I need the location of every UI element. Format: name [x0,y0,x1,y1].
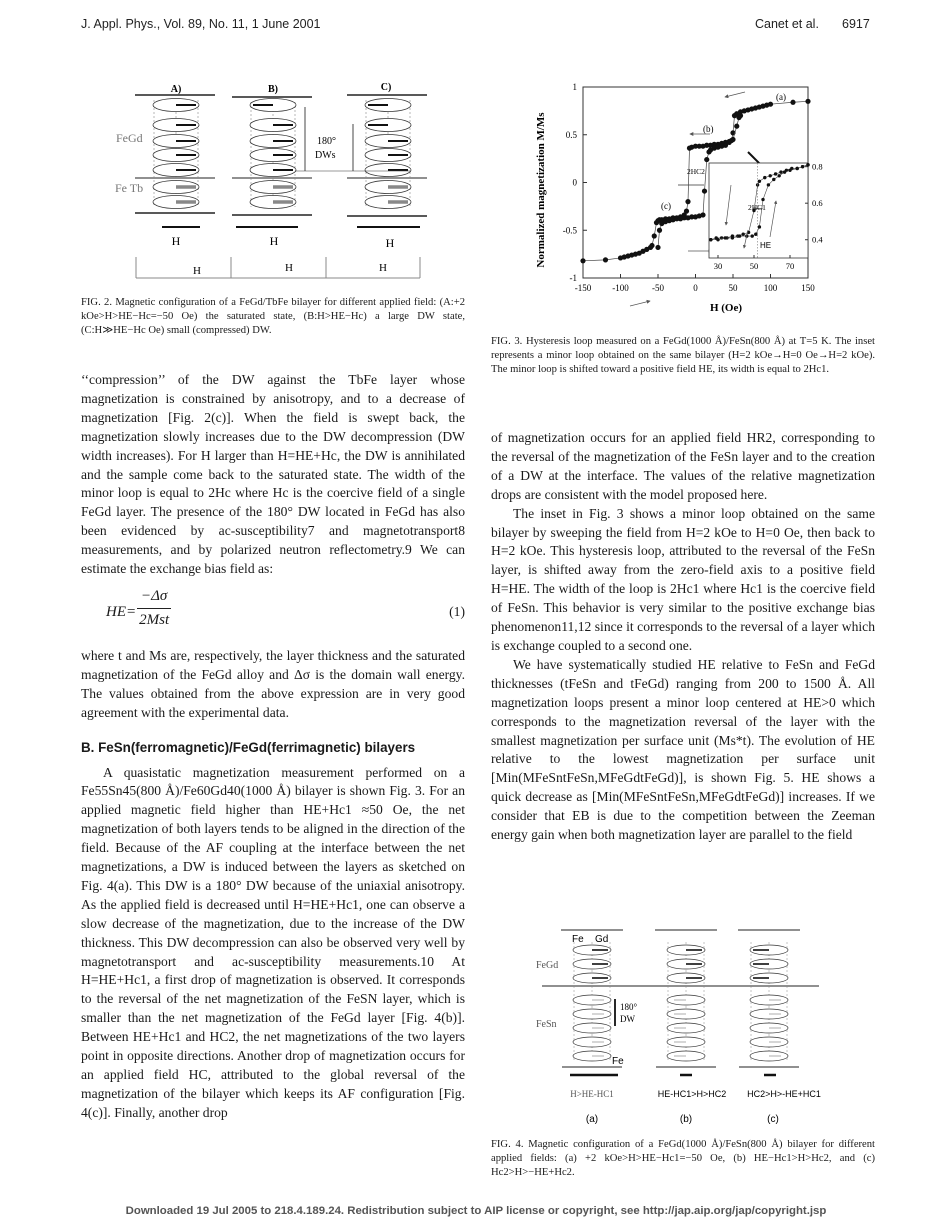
inset-data-point [724,236,727,239]
data-point [685,199,690,204]
data-point [687,146,692,151]
fig4-fe-label: Fe [612,1056,624,1067]
fig4-panel-label-b: (b) [679,1114,693,1125]
inset-y-tick-label: 0.6 [812,198,823,209]
fig2-panel-label-b: B) [268,84,278,95]
fig2-dw-label-1: 180° [317,136,336,147]
y-tick-label: -1 [569,273,577,283]
fig3-inset-annotation-he: HE [760,241,772,250]
fig4-layer-label-fesn: FeSn [536,1019,557,1030]
section-heading: B. FeSn(ferromagnetic)/FeGd(ferrimagnetic) bilayers [81,739,416,755]
guide-arrow [725,92,745,97]
guide-arrow [630,301,650,306]
equation-fraction [137,587,171,630]
equation-denominator: 2Mst [139,611,170,628]
equation-lhs: HE= [106,603,137,620]
inset-data-point [774,172,777,175]
data-point [618,255,623,260]
data-point [603,257,608,262]
x-tick-label: 150 [801,283,815,293]
x-tick-label: -150 [574,283,592,293]
data-point [652,233,657,238]
data-point [732,113,737,118]
fig4-field-label-a: H>HE-HC1 [570,1089,614,1099]
fig2-field-label-a: H [171,234,181,248]
inset-data-point [709,238,712,241]
data-point [700,212,705,217]
y-tick-label: 0 [572,177,577,188]
fig2-caption: FIG. 2. Magnetic configuration of a FeGd/TbFe bilayer for different applied field: (A:+2 kOe>H>HE−Hc=−50 Oe) the saturated state, (B:H>HE−Hc) a large DW state, (C:H≫HE−Hc Oe) small (compressed) DW. [81,297,465,336]
x-tick-label: 50 [728,283,738,293]
fig2-field-label-c: H [385,236,395,250]
inset-data-point [763,176,766,179]
fig4-field-label-c: HC2>H>-HE+HC1 [747,1089,821,1099]
author-header [755,17,819,31]
fig3-ylabel: Normalized magnetization M/Ms [535,112,547,268]
inset-y-tick-label: 0.8 [812,161,823,172]
fig4-top-label-gd: Gd [595,934,609,945]
inset-data-point [778,174,781,177]
inset-data-point [738,234,741,237]
inset-data-point [758,180,761,183]
fig2-panel-labels [171,82,392,95]
inset-data-point [754,233,757,236]
inset-data-point [796,167,799,170]
equation-number: (1) [449,603,465,619]
data-point [805,99,810,104]
left-paragraph-2: where t and Ms are, respectively, the layer thickness and the saturated magnetization of the FeGd alloy and Δσ is the domain wall energy. The values obtained from the above expression are in very good agreement with the experimental data. [81,647,465,720]
data-point [654,220,659,225]
inset-data-point [806,163,809,166]
download-footer: Downloaded 19 Jul 2005 to 218.4.189.24. Redistribution subject to AIP license or copyright, see http://jap.aip.org/jap/copyright.jsp [125,1205,827,1217]
fig2-diagram [80,75,450,285]
fig4-caption: FIG. 4. Magnetic configuration of a FeGd(1000 Å)/FeSn(800 Å) bilayer for different applied fields: (a) +2 kOe>H>HE−Hc1=−50 Oe, (b) HE−Hc1>H>Hc2, and (c) Hc2>H>−HE+Hc2. [491,1139,875,1178]
inset-data-point [788,169,791,172]
fig3-xlabel: H (Oe) [709,302,743,314]
journal-header: J. Appl. Phys., Vol. 89, No. 11, 1 June 2001 [81,17,321,31]
data-point [730,137,735,142]
left-paragraph-1: ‘‘compression’’ of the DW against the TbFe layer whose magnetization is constrained by anisotropy, and to a decrease of magnetization [Fig. 2(c)]. When the field is swept back, the magnetization slowly increases due to the DW decompression (DW width increases). For H larger than H=HE+Hc, the DW is annihilated and the sample come back to the saturated state. The width of the minor loop is equal to 2Hc where Hc is the coercive field of a single FeGd layer. The presence of the 180° DW located in FeGd has also been evidenced by ac-susceptibility7 and magnetotransport8 measurements, and by polarized neutron reflectometry.9 We can estimate the exchange bias field as: [81,372,465,577]
fig4-panel-label-a: (a) [585,1114,599,1125]
fig3-inset-annotation-2hc1: 2HC1 [748,203,766,212]
inset-data-point [783,170,786,173]
data-point [657,228,662,233]
inset-data-point [742,233,745,236]
fig4-panel-label-c: (c) [767,1114,779,1125]
x-tick-label: 100 [763,283,778,293]
fig4-diagram [520,920,850,1130]
y-tick-label: 1 [572,82,577,92]
inset-data-point [767,183,770,186]
inset-data-point [761,198,764,201]
inset-data-point [772,178,775,181]
data-point [704,157,709,162]
x-tick-label: -50 [652,283,664,293]
left-column [81,371,465,1123]
fig2-field-label-b: H [269,234,279,248]
inset-data-point [758,225,761,228]
inset-data-point [779,170,782,173]
fig4-layer-label-fegd: FeGd [536,960,559,971]
fig2-layer-label-fegd: FeGd [116,131,143,145]
fig3-annotation-a: (a) [776,92,786,102]
equation-1 [81,585,465,641]
inset-data-point [769,174,772,177]
fig3-annotation-2hc2: 2HC2 [687,167,705,176]
fig3-annotation-c: (c) [661,201,671,211]
equation-numerator: −Δσ [137,587,171,609]
y-tick-label: -0.5 [562,225,577,236]
data-point [655,245,660,250]
fig2-panel-label-c: C) [380,82,392,93]
fig2-bottom-label-a: H [193,265,201,277]
fig3-chart [530,75,850,325]
fig2-panel-label-a: A) [170,84,182,95]
inset-x-tick-label: 50 [749,261,759,271]
fig2-dw-label-2: DWs [315,150,336,161]
authors: Canet et al. [755,17,819,31]
inset-data-point [801,165,804,168]
inset-x-tick-label: 70 [785,261,795,271]
y-tick-label: 0.5 [565,129,577,140]
left-paragraph-3: A quasistatic magnetization measurement performed on a Fe55Sn45(800 Å)/Fe60Gd40(1000 Å) bilayer is shown Fig. 3. For an applied magnetic field higher than HE+Hc1 ≈50 Oe, the net magnetization of both layers tends to be aligned in the direction of the field. Because of the AF coupling at the interface between the net magnetizations, a DW is induced between the layers as sketched on Fig. 4(a). This DW is a 180° DW because of the uniaxial anisotropy. As the applied field is decreased until H=HE+Hc1, one can observe a slow decrease of the magnetization, due to the increase of the DW thickness. This DW decompression can also be observed very well by magnetotransport and ac-susceptibility measurements.10 At H=HE+Hc1, a first drop of magnetization is observed. It corresponds to the reversal of the net magnetization of the FeSN layer, which is smaller than the net magnetization of the FeGd layer [Fig. 4(b)]. Between HE+Hc1 and HC2, the net magnetizations of the two layers point in opposite directions. Another drop of magnetization occurs for an applied field HC, attributed to the global reversal of the magnetization of the bilayer which keeps its AF configuration [Fig. 4(c)]. Finally, another drop [81,764,465,1120]
data-point [738,113,743,118]
data-point [702,188,707,193]
fig4-dw-label-1: 180° [620,1002,638,1012]
inset-x-tick-label: 30 [713,261,723,271]
inset-data-point [731,236,734,239]
fig3-caption: FIG. 3. Hysteresis loop measured on a FeGd(1000 Å)/FeSn(800 Å) at T=5 K. The inset represents a minor loop obtained on the same bilayer (H=2 kOe→H=0 Oe→H=2 kOe). The minor loop is shifted toward a positive field HE, its width is equal to 2Hc1. [491,336,875,375]
right-paragraph-3: We have systematically studied HE relative to FeSn and FeGd thicknesses (tFeSn and tFeGd) ranging from 200 to 1500 Å. All magnetization loops present a minor loop centered at HE>0 which corresponds to the magnetization reversal of the layer with the smallest magnetization per surface unit (Ms*t). The evolution of HE relative to the lowest magnetization per surface unit [Min(MFeSntFeSn,MFeGdtFeGd)], is shown Fig. 5. HE shows a quick decrease as [Min(MFeSntFeSn,MFeGdtFeGd)] increases. If we consider that EB is due to the competition between the Zeeman energy gain when both magnetization layer are parallel to the field [491,656,875,843]
fig4-field-label-b: HE-HC1>H>HC2 [657,1089,727,1099]
fig4-dw-label-2: DW [620,1014,635,1024]
fig3-annotation-b: (b) [703,124,714,134]
right-column [491,429,875,845]
inset-y-tick-label: 0.4 [812,234,823,245]
right-paragraph-2: The inset in Fig. 3 shows a minor loop obtained on the same bilayer by sweeping the field from H=2 kOe to H=0 Oe, then back to H=2 kOe. This hysteresis loop, attributed to the reversal of the FeSn layer, is shifted away from the zero-field axis to a positive field H=HE. The width of the loop is 2Hc1 where Hc1 is the coercive field of FeSn. This behavior is very similar to the positive exchange bias phenomenon11,12 since it corresponds to the reversal of a layer which is exchange coupled to a second one. [491,505,875,653]
data-point [790,100,795,105]
fig4-top-label-fe: Fe [572,934,584,945]
right-paragraph-1: of magnetization occurs for an applied field HR2, corresponding to the reversal of the magnetization of the FeSn layer and to the creation of a DW at the interface. The values of the relative magnetization drops are consistent with the model proposed here. [491,430,875,502]
x-tick-label: 0 [693,283,698,293]
fig2-bottom-label-b: H [285,262,293,274]
fig2-layer-label-fetb: Fe Tb [115,181,144,195]
inset-data-point [716,238,719,241]
inset-data-point [751,234,754,237]
fig2-bottom-label-c: H [379,262,387,274]
page-number: 6917 [842,17,870,31]
x-tick-label: -100 [612,283,629,293]
fig2-bottom-strip [136,257,420,278]
data-point [734,124,739,129]
data-point [580,258,585,263]
